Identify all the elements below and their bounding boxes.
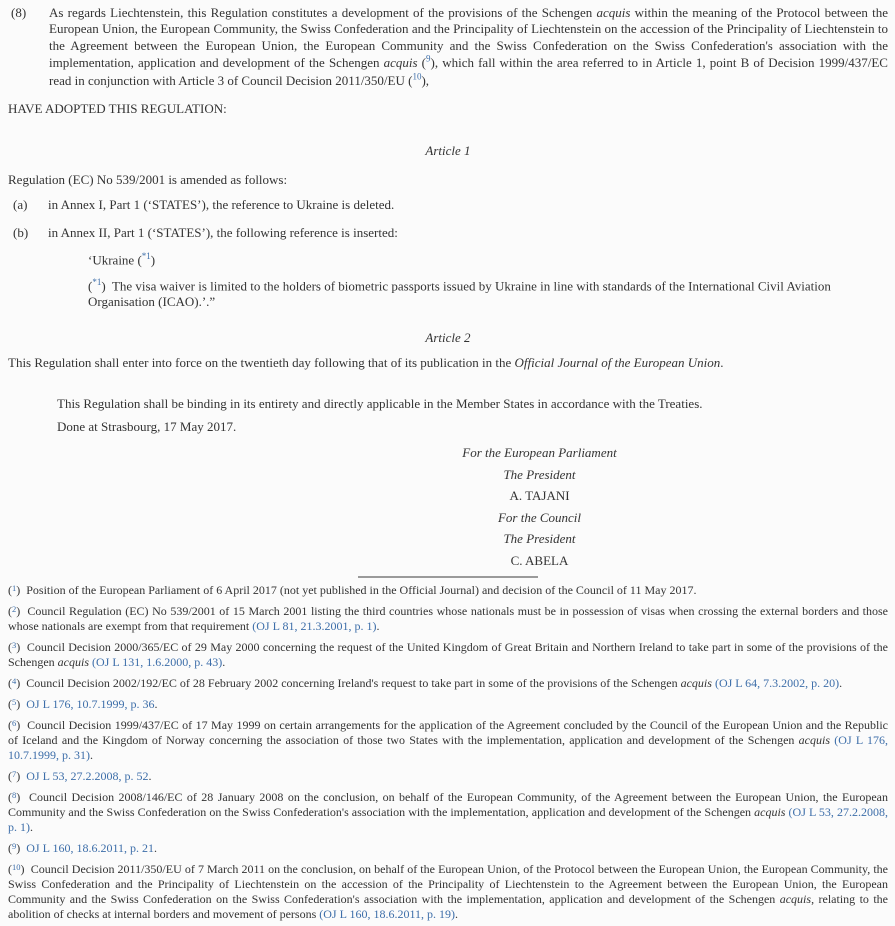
text-run: acquis (779, 892, 812, 907)
done-at-line: Done at Strasbourg, 17 May 2017. (57, 419, 237, 435)
text-run: . (90, 748, 93, 763)
text-run: ( (8, 718, 12, 733)
footnote-5 (8, 697, 888, 712)
text-run: This Regulation shall enter into force on the twentieth day following that of its publication in the (8, 355, 515, 371)
signature-institution-parliament: For the European Parliament (462, 445, 617, 461)
footnote-ref-link[interactable]: 1 (12, 582, 17, 593)
signature-name-tajani: A. TAJANI (509, 488, 570, 504)
text-run: ‘Ukraine ( (88, 252, 142, 268)
oj-link[interactable]: (OJ L 160, 18.6.2011, p. 19) (319, 907, 456, 922)
text-run: acquis (596, 5, 631, 20)
text-run: Official Journal of the European Union (514, 355, 721, 371)
text-run: ( (8, 862, 12, 877)
inserted-footnote (88, 277, 878, 310)
amendment-item-b (8, 225, 888, 241)
text-run: ), which fall within the area referred to in Article 1, point B of Decision 1999/437/EC read in conjunction with Article 3 of Council Decision 2011/350/EU ( (49, 55, 888, 88)
text-run: ( (8, 640, 12, 655)
oj-link[interactable]: OJ L 160, 18.6.2011, p. 21 (26, 841, 155, 856)
text-run: within the meaning of the Protocol between the European Union, the European Community, the Swiss Confederation and the Principality of Liechtenstein on the accession of the Principality of Liechtenstein to the Agreement between the European Union, the European Community and the Swiss Confederation on the Swiss Confederation's association with the implementation, application and development of the Schengen (49, 5, 889, 71)
text-run: . (839, 676, 843, 691)
footnote-4 (8, 676, 888, 691)
footnote-ref-link[interactable]: 7 (12, 768, 17, 779)
footnote-10 (8, 862, 888, 922)
text-run: . (376, 619, 380, 634)
recital-text (49, 5, 888, 88)
text-run: acquis (754, 805, 786, 820)
footnote-7 (8, 769, 888, 784)
text-run: . (154, 697, 158, 712)
oj-link[interactable]: (OJ L 131, 1.6.2000, p. 43) (92, 655, 223, 670)
text-run: ) The visa waiver is limited to the holders of biometric passports issued by Ukraine in line with standards of the International Civil Aviation Organisation (ICAO).’.” (88, 278, 831, 310)
footnote-9 (8, 841, 888, 856)
text-run: ( (417, 55, 427, 71)
signature-title-president-1: The President (503, 466, 576, 482)
oj-link[interactable]: OJ L 176, 10.7.1999, p. 36 (26, 697, 155, 712)
footnote-ref-link[interactable]: 10 (12, 861, 21, 872)
text-run: ) (16, 841, 27, 856)
inserted-reference (88, 251, 888, 268)
text-run: , relating to the abolition of checks at internal borders and movement of persons (8, 892, 888, 922)
text-run: ) Council Decision 2011/350/EU of 7 March 2011 on the conclusion, on behalf of the European Union, of the Protocol between the European Union, the European Community, the Swiss Confederation and the Principality of Liechtenstein on the accession of the Principality of Liechtenstein to the Agreement between the European Union, the European Community and the Swiss Confederation on the Swiss Confederation's association with the implementation, application and development of the Schengen (8, 862, 888, 907)
text-run: ) Council Decision 1999/437/EC of 17 May 1999 on certain arrangements for the application of the Agreement concluded by the Council of the European Union and the Republic of Iceland and the Kingdom of Norway concerning the association of those two States with the implementation, application and development of the Schengen (8, 718, 888, 748)
footnote-ref-link[interactable]: 6 (12, 717, 17, 728)
footnote-separator (358, 576, 538, 578)
signature-block (191, 442, 888, 571)
text-run: ) (16, 697, 27, 712)
article-2-heading: Article 2 (425, 330, 471, 346)
recital-number: (8) (11, 5, 27, 20)
footnote-ref-link[interactable]: 9 (426, 53, 431, 64)
text-run: ), (421, 72, 430, 88)
text-run: As regards Liechtenstein, this Regulation constitutes a development of the provisions of the Schengen (49, 5, 597, 20)
text-run: . (148, 769, 152, 784)
footnote-ref-link[interactable]: 9 (12, 840, 17, 851)
text-run: . (720, 355, 724, 371)
signature-name-abela: C. ABELA (510, 552, 569, 568)
footnote-ref-link[interactable]: 10 (412, 71, 422, 82)
footnote-ref-link[interactable]: 5 (12, 696, 17, 707)
footnote-1 (8, 583, 888, 598)
article-2-body (8, 355, 888, 371)
text-run: . (455, 907, 459, 922)
text-run: ) Council Decision 2000/365/EC of 29 May 2000 concerning the request of the United Kingdom of Great Britain and Northern Ireland to take part in some of the provisions of the Schengen (8, 640, 888, 670)
recital-8 (8, 5, 888, 89)
text-run: acquis (798, 733, 831, 748)
oj-link[interactable]: OJ L 53, 27.2.2008, p. 52 (26, 769, 149, 784)
text-run: acquis (680, 676, 712, 691)
oj-link[interactable]: (OJ L 176, 10.7.1999, p. 31) (8, 733, 889, 763)
footnote-3 (8, 640, 888, 670)
article-1-heading: Article 1 (425, 143, 471, 159)
text-run: ) Council Decision 2002/192/EC of 28 February 2002 concerning Ireland's request to take part in some of the provisions of the Schengen (16, 676, 681, 691)
item-b-label: (b) (13, 225, 29, 241)
binding-clause: This Regulation shall be binding in its entirety and directly applicable in the Member States in accordance with the Treaties. (57, 396, 703, 412)
text-run: ( (8, 769, 12, 784)
text-run: acquis (57, 655, 89, 670)
text-run: ) (16, 769, 27, 784)
oj-link[interactable]: (OJ L 81, 21.3.2001, p. 1) (252, 619, 377, 634)
text-run: ) Council Decision 2008/146/EC of 28 January 2008 on the conclusion, on behalf of the European Community, of the Agreement between the European Union, the European Community and the Swiss Confederation on the Swiss Confederation's association with the implementation, application and development of the Schengen (8, 790, 888, 820)
text-run: ( (8, 604, 12, 619)
text-run: ( (8, 676, 12, 691)
text-run: ( (8, 790, 12, 805)
text-run: . (222, 655, 226, 670)
text-run: ) Council Regulation (EC) No 539/2001 of 15 March 2001 listing the third countries whose nationals must be in possession of visas when crossing the external borders and those whose nationals are exempt from that requirement (8, 604, 888, 634)
text-run: ) Position of the European Parliament of 6 April 2017 (not yet published in the Official Journal) and decision of the Council of 11 May 2017. (16, 583, 697, 598)
oj-link[interactable]: (OJ L 53, 27.2.2008, p. 1) (8, 805, 888, 835)
footnote-6 (8, 718, 888, 763)
text-run: ( (8, 841, 12, 856)
article-1-intro: Regulation (EC) No 539/2001 is amended as follows: (8, 172, 288, 188)
adoption-clause: HAVE ADOPTED THIS REGULATION: (8, 101, 227, 117)
text-run: ( (8, 583, 12, 598)
item-a-text: in Annex I, Part 1 (‘STATES’), the reference to Ukraine is deleted. (48, 197, 395, 213)
text-run: ) (150, 252, 156, 268)
amendment-item-a (8, 197, 888, 213)
text-run: ( (88, 278, 93, 294)
footnote-ref-link[interactable]: *1 (92, 277, 102, 288)
oj-link[interactable]: (OJ L 64, 7.3.2002, p. 20) (714, 676, 840, 691)
signature-title-president-2: The President (503, 531, 576, 547)
text-run: acquis (383, 55, 418, 71)
item-b-text: in Annex II, Part 1 (‘STATES’), the following reference is inserted: (48, 225, 398, 241)
item-a-label: (a) (13, 197, 28, 213)
footnote-ref-link[interactable]: 8 (12, 789, 17, 800)
footnotes-section (8, 583, 888, 922)
footnote-8 (8, 790, 888, 835)
signature-institution-council: For the Council (497, 509, 582, 525)
footnote-ref-link[interactable]: *1 (141, 250, 151, 261)
footnote-2 (8, 604, 888, 634)
text-run: . (154, 841, 158, 856)
text-run: . (30, 820, 33, 835)
footnote-ref-link[interactable]: 2 (12, 603, 17, 614)
footnote-ref-link[interactable]: 4 (12, 675, 17, 686)
text-run: ( (8, 697, 12, 712)
footnote-ref-link[interactable]: 3 (12, 639, 17, 650)
